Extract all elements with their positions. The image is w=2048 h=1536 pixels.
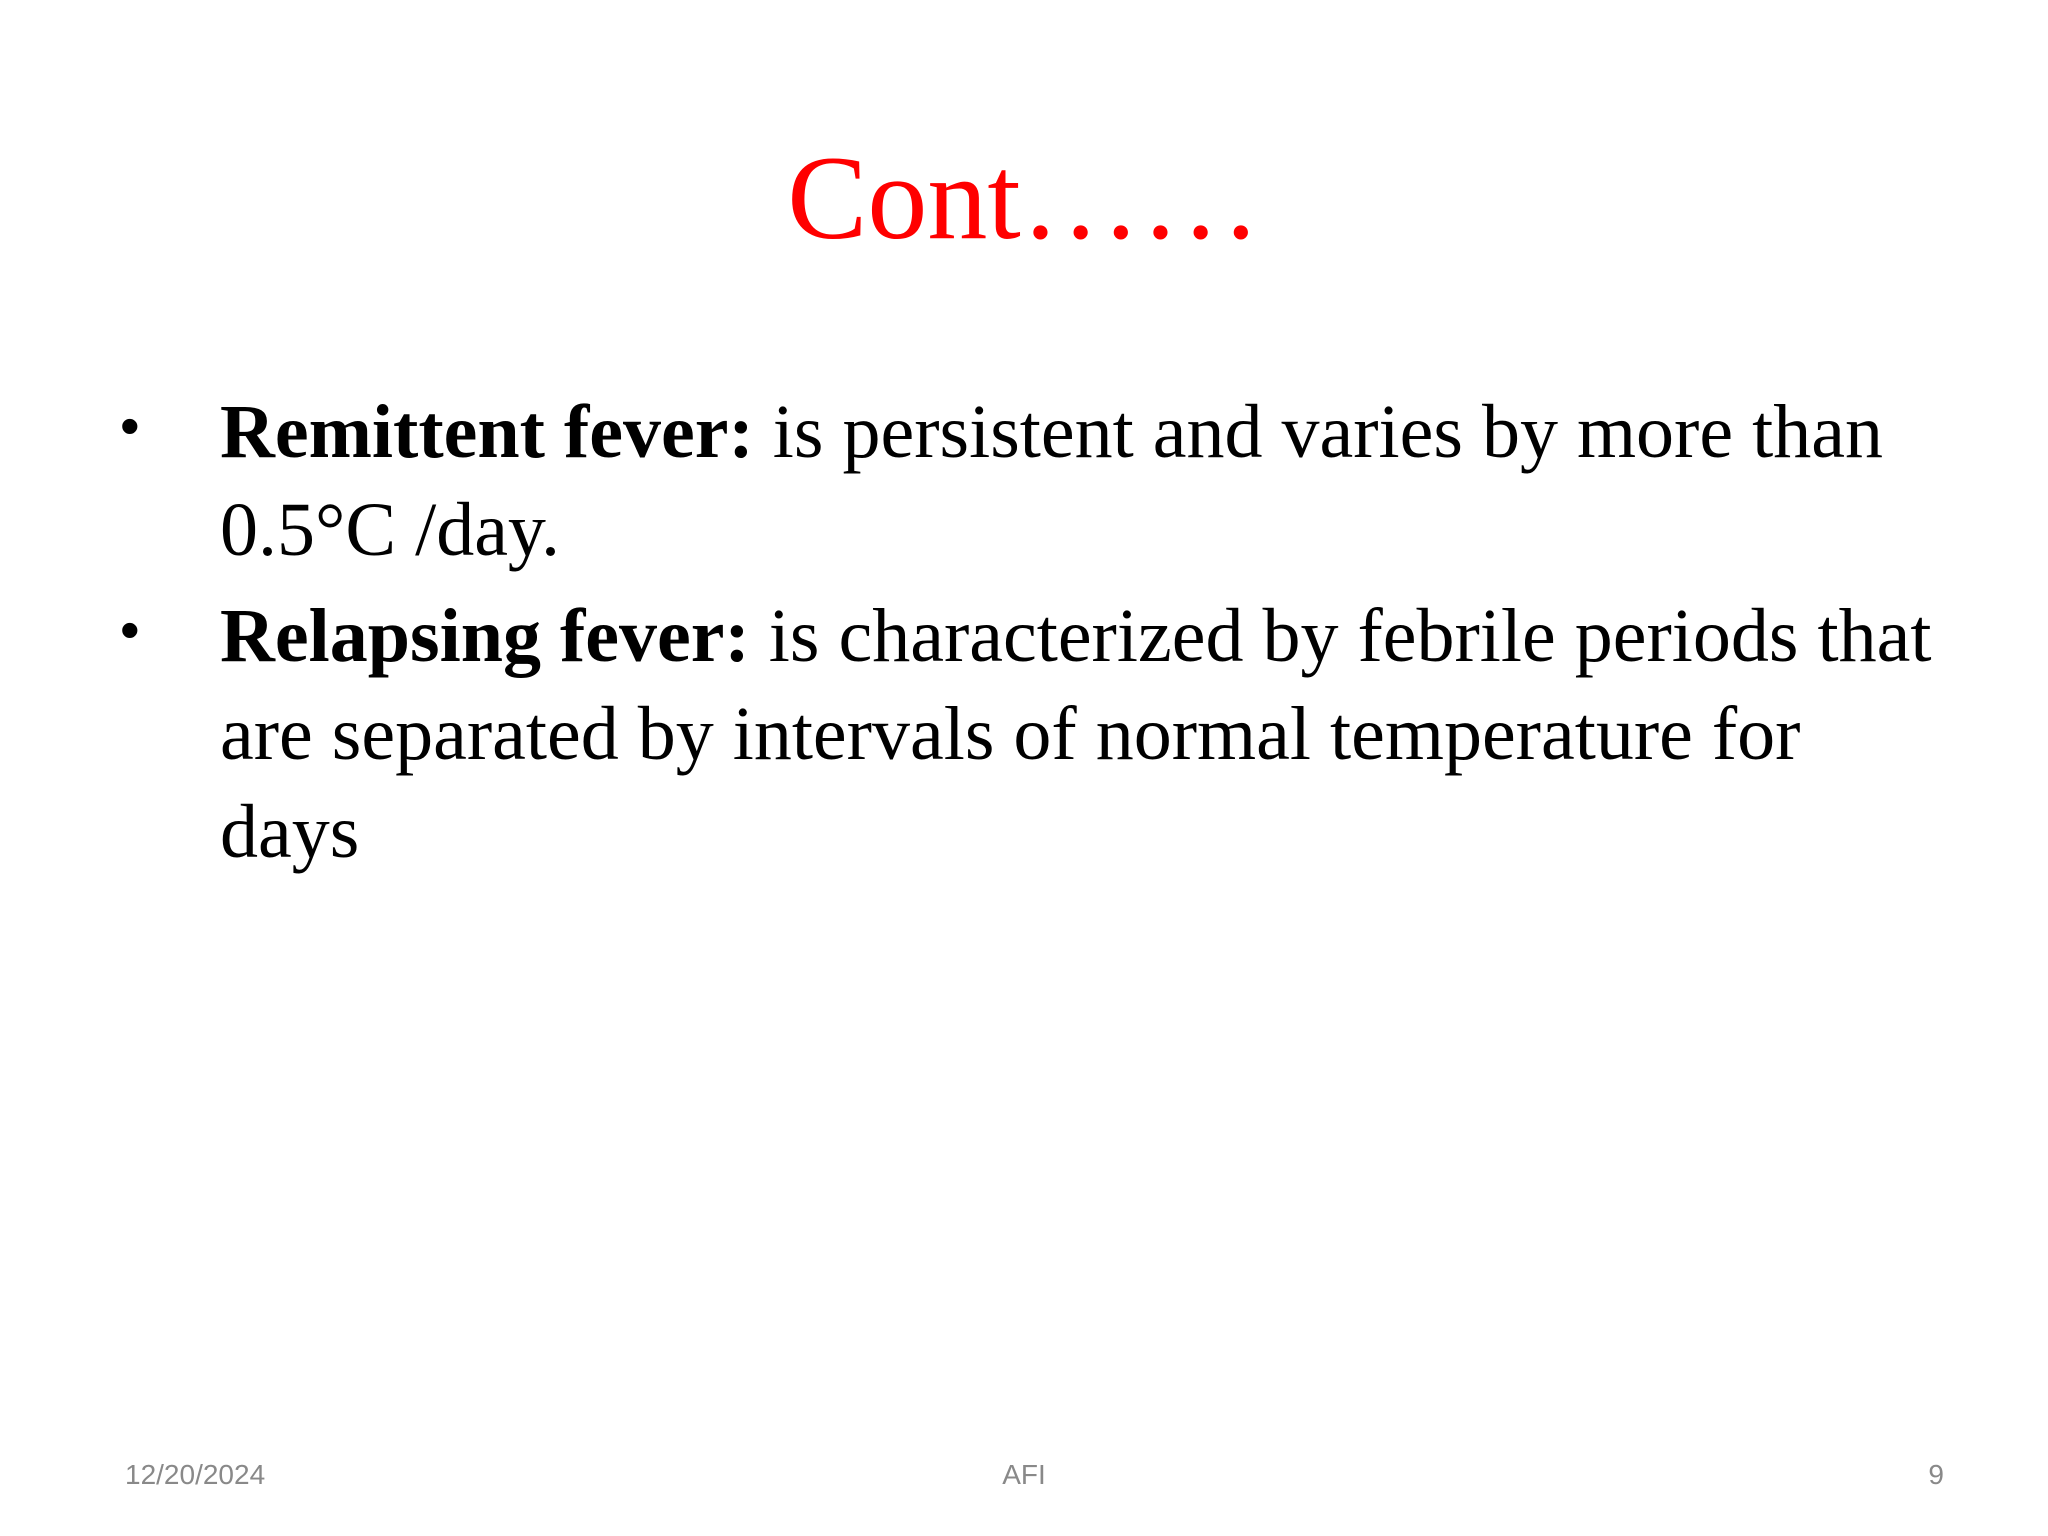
bullet-item-relapsing-fever <box>120 587 1950 881</box>
bullet-item-remittent-fever <box>120 383 1950 579</box>
bullet-list <box>120 383 1950 889</box>
footer-date: 12/20/2024 <box>125 1459 266 1490</box>
footer-title: AFI <box>1002 1459 1046 1490</box>
slide-number: 9 <box>1928 1459 1944 1490</box>
bullet-term: Remittent fever: <box>220 390 754 474</box>
bullet-text: is characterized by febrile periods that are separated by intervals of normal temperature for days <box>220 594 1932 874</box>
slide-title: Cont…… <box>787 131 1261 264</box>
bullet-term: Relapsing fever: <box>220 594 750 678</box>
bullet-icon: • <box>120 394 140 457</box>
bullet-text: is persistent and varies by more than 0.5°C /day. <box>220 390 1883 572</box>
bullet-icon: • <box>120 598 140 661</box>
